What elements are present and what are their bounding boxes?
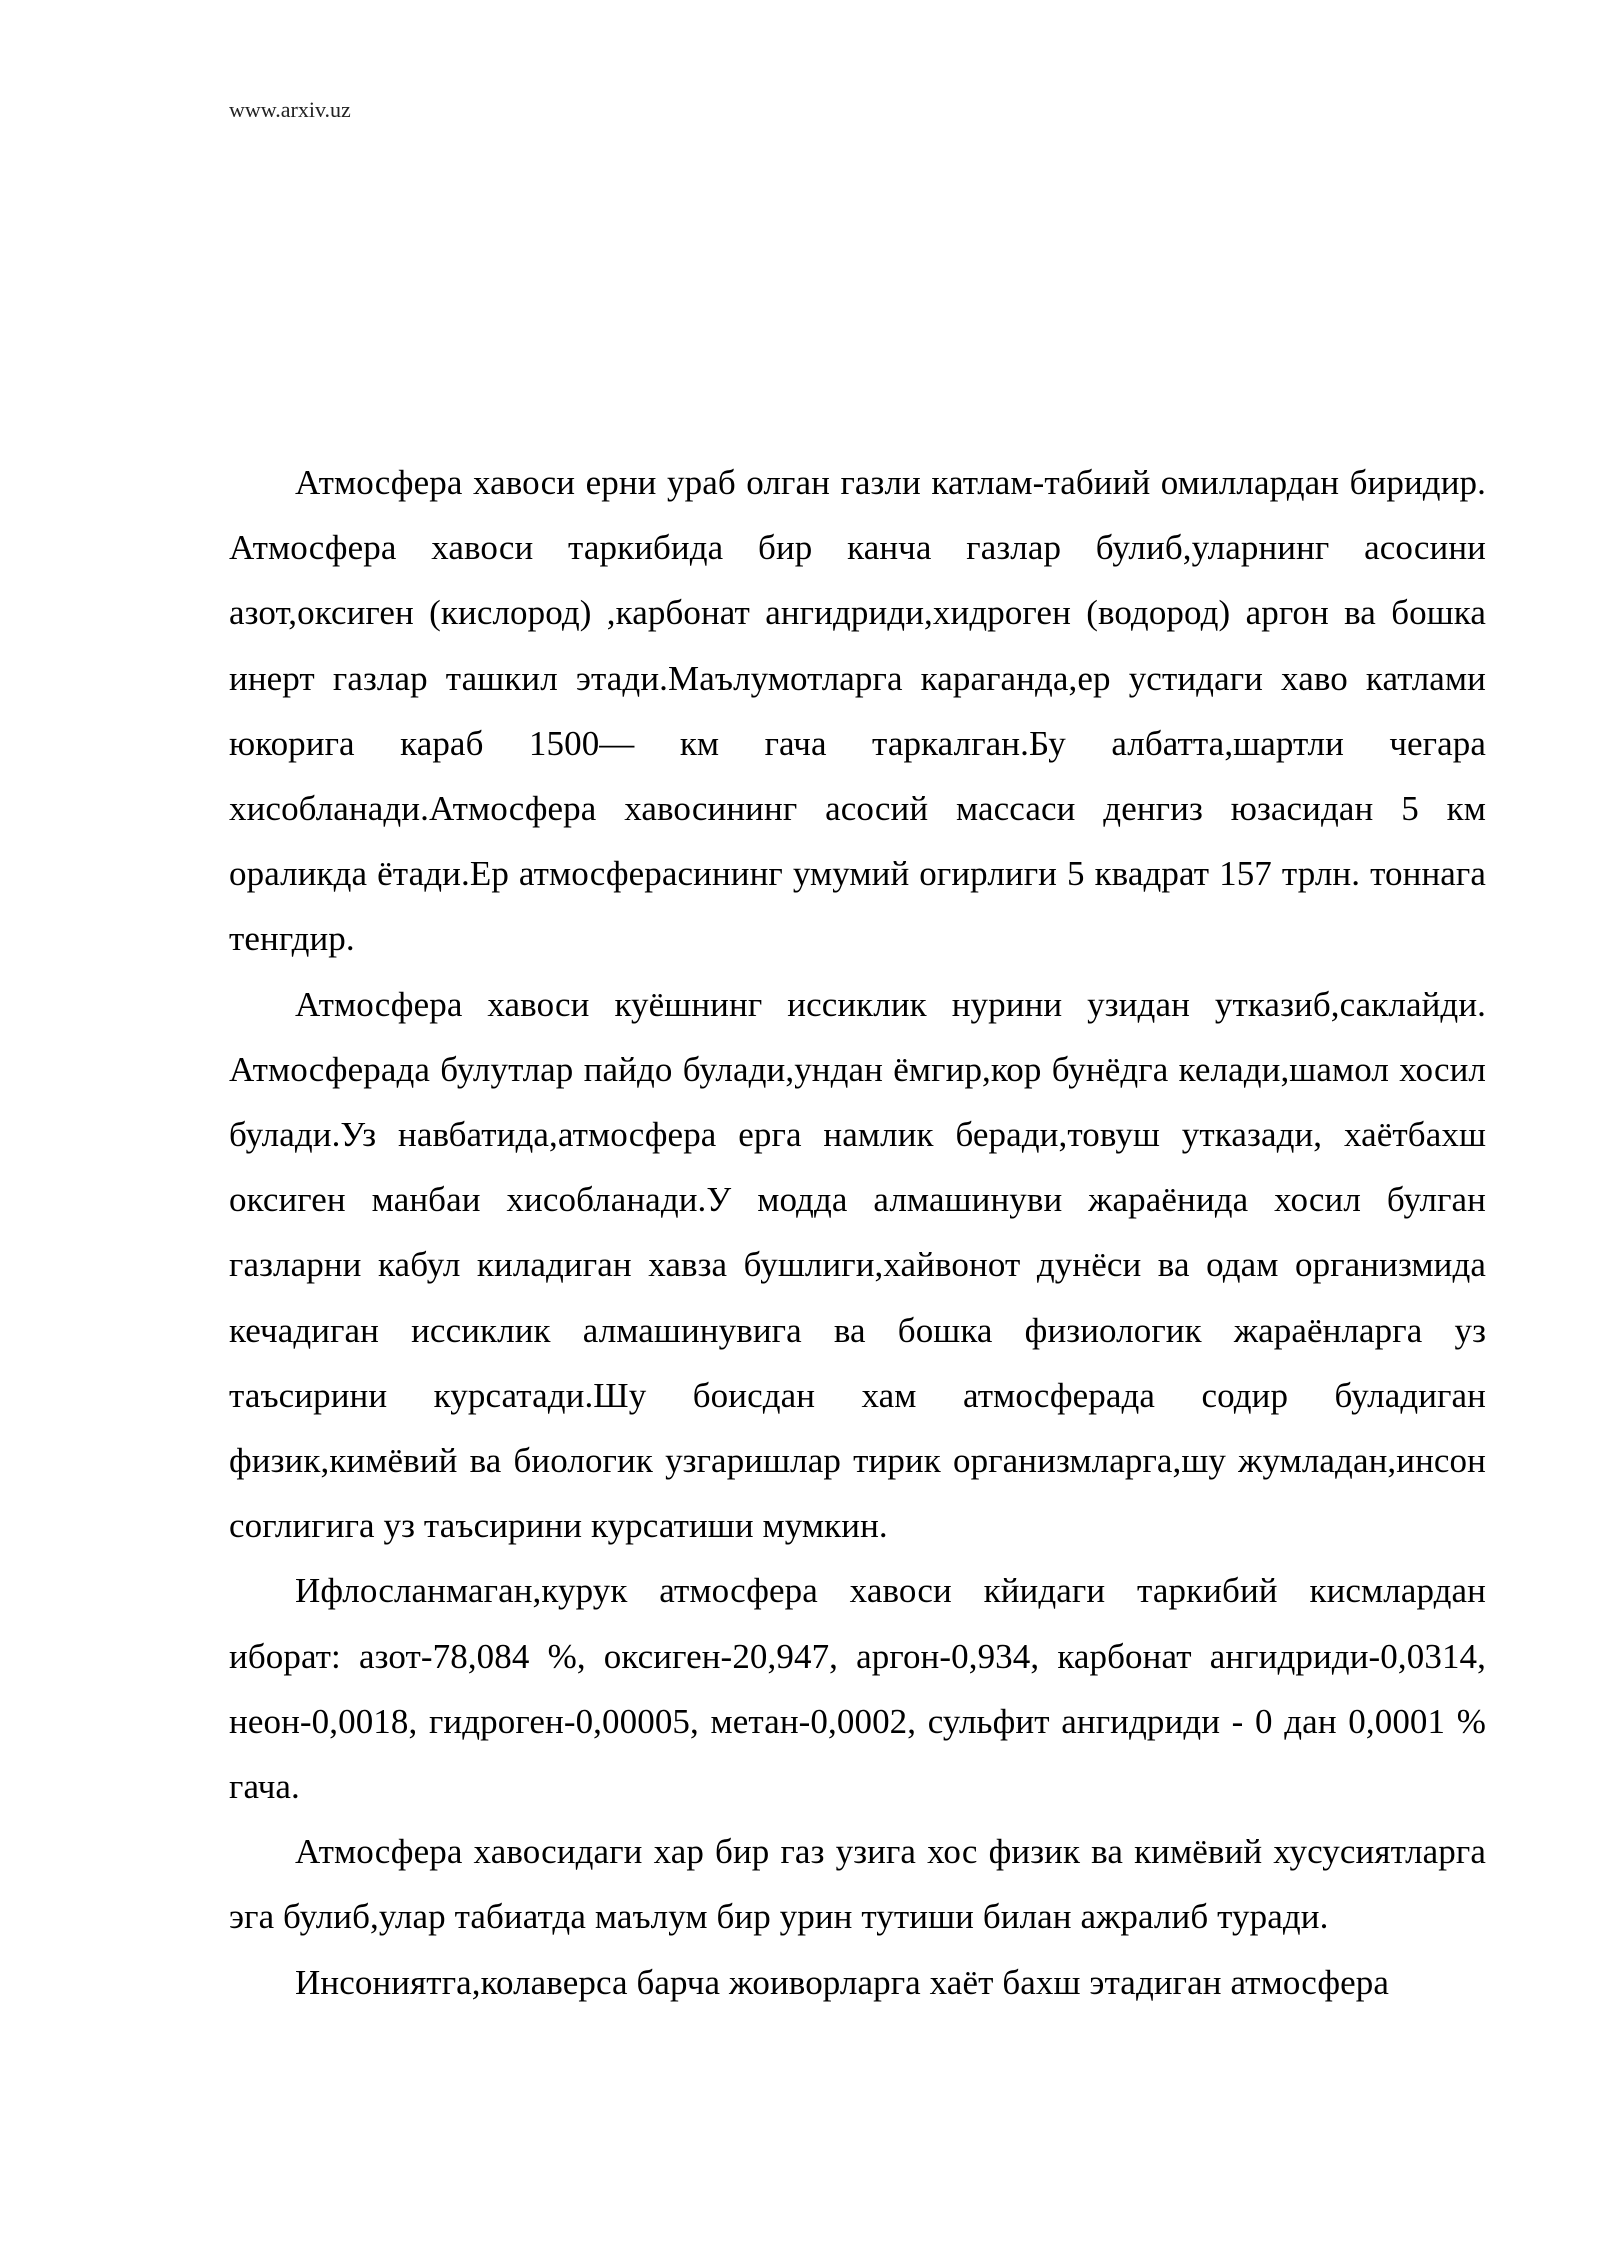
- header-url: www.arxiv.uz: [229, 97, 351, 122]
- paragraph-5: Инсониятга,колаверса барча жоиворларга хаёт бахш этадиган атмосфера: [295, 1962, 1390, 2002]
- paragraph-3: Ифлосланмаган,курук атмосфера хавоси кйидаги таркибий кисмлардан иборат: азот-78,084 %, оксиген-20,947, аргон-0,934, карбонат ангидриди-0,0314, неон-0,0018, гидроген-0,00005, метан-0,0002, сульфит ангидриди - 0 дан 0,0001 % гача.: [229, 1571, 1486, 1807]
- paragraph-4: Атмосфера хавосидаги хар бир газ узига хос физик ва кимёвий хусусиятларга эга булиб,улар табиатда маълум бир урин тутиши билан ажралиб туради.: [229, 1832, 1486, 1937]
- document-body: [229, 450, 1486, 2015]
- paragraph-2: Атмосфера хавоси куёшнинг иссиклик нурини узидан утказиб,саклайди. Атмосферада булутлар пайдо булади,ундан ёмгир,кор бунёдга келади,шамол хосил булади.Уз навбатида,атмосфера ерга намлик беради,товуш утказади, хаётбахш оксиген манбаи хисобланади.У модда алмашинуви жараёнида хосил булган газларни кабул киладиган хавза бушлиги,хайвонот дунёси ва одам организмида кечадиган иссиклик алмашинувига ва бошка физиологик жараёнларга уз таъсирини курсатади.Шу боисдан хам атмосферада содир буладиган физик,кимёвий ва биологик узгаришлар тирик организмларга,шу жумладан,инсон соглигига уз таъсирини курсатиши мумкин.: [229, 984, 1486, 1546]
- paragraph-1: Атмосфера хавоси ерни ураб олган газли катлам-табиий омиллардан биридир. Атмосфера хавоси таркибида бир канча газлар булиб,уларнинг асосини азот,оксиген (кислород) ,карбонат ангидриди,хидроген (водород) аргон ва бошка инерт газлар ташкил этади.Маълумотларга караганда,ер устидаги хаво катлами юкорига караб 1500— км гача таркалган.Бу албатта,шартли чегара хисобланади.Атмосфера хавосининг асосий массаси денгиз юзасидан 5 км ораликда ётади.Ер атмосферасининг умумий огирлиги 5 квадрат 157 трлн. тоннага тенгдир.: [229, 463, 1486, 959]
